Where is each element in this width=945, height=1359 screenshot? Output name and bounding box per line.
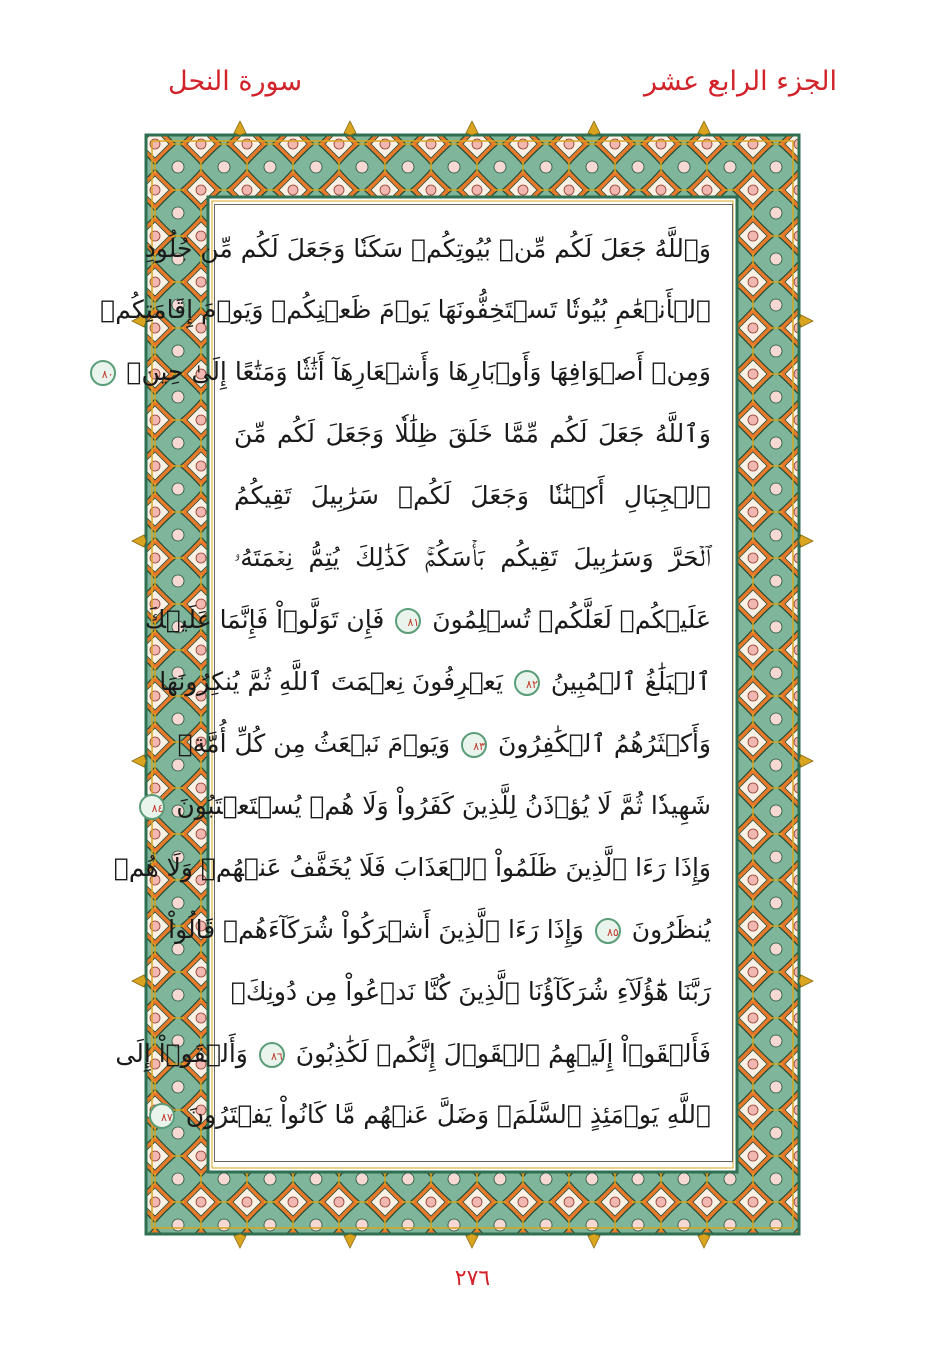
surah-header: سورة النحل — [168, 66, 303, 97]
text-line-8: ٱلۡبَلَٰغُ ٱلۡمُبِينُ ٨٢ يَعۡرِفُونَ نِعۡمَتَ ٱللَّهِ ثُمَّ يُنكِرُونَهَا — [159, 667, 711, 696]
text-line-10: شَهِيدٗا ثُمَّ لَا يُؤۡذَنُ لِلَّذِينَ كَفَرُواْ وَلَا هُمۡ يُسۡتَعۡتَبُونَ ٨٤ — [234, 779, 711, 833]
ayah-number-marker: ٨٦ — [259, 1042, 285, 1068]
text-line-15: ٱللَّهِ يَوۡمَئِذٍ ٱلسَّلَمَۖ وَضَلَّ عَنۡهُم مَّا كَانُواْ يَفۡتَرُونَ ٨٧ — [234, 1088, 711, 1142]
text-line-1: وَٱللَّهُ جَعَلَ لَكُم مِّنۢ بُيُوتِكُمۡ سَكَنٗا وَجَعَلَ لَكُم مِّن جُلُودِ — [144, 234, 711, 263]
text-line-7: عَلَيۡكُمۡ لَعَلَّكُمۡ تُسۡلِمُونَ ٨١ فَإِن تَوَلَّوۡاْ فَإِنَّمَا عَلَيۡكَ — [144, 605, 711, 634]
text-line-12: يُنظَرُونَ ٨٥ وَإِذَا رَءَا ٱلَّذِينَ أَشۡرَكُواْ شُرَكَآءَهُمۡ قَالُواْ — [168, 915, 711, 944]
text-line-14: فَأَلۡقَوۡاْ إِلَيۡهِمُ ٱلۡقَوۡلَ إِنَّكُمۡ لَكَٰذِبُونَ ٨٦ وَأَلۡقَوۡاْ إِلَى — [115, 1039, 711, 1068]
quran-text-lines — [100, 222, 711, 1142]
ayah-number-marker: ٨٢ — [514, 670, 540, 696]
text-line-9: وَأَكۡثَرُهُمُ ٱلۡكَٰفِرُونَ ٨٣ وَيَوۡمَ نَبۡعَثُ مِن كُلِّ أُمَّةٖ — [177, 729, 711, 758]
text-line-2: ٱلۡأَنۡعَٰمِ بُيُوتٗا تَسۡتَخِفُّونَهَا يَوۡمَ ظَعۡنِكُمۡ وَيَوۡمَ إِقَامَتِكُمۡ — [100, 295, 711, 324]
text-line-5: ٱلۡجِبَالِ أَكۡنَٰنٗا وَجَعَلَ لَكُمۡ سَرَٰبِيلَ تَقِيكُمُ — [234, 481, 711, 510]
juz-header: الجزء الرابع عشر — [643, 66, 837, 97]
ayah-number-marker: ٨٣ — [461, 732, 487, 758]
text-line-13: رَبَّنَا هَٰٓؤُلَآءِ شُرَكَآؤُنَا ٱلَّذِينَ كُنَّا نَدۡعُواْ مِن دُونِكَۖ — [230, 977, 711, 1006]
ayah-number-marker: ٨٥ — [595, 918, 621, 944]
text-line-3: وَمِنۡ أَصۡوَافِهَا وَأَوۡبَارِهَا وَأَشۡعَارِهَآ أَثَٰثٗا وَمَتَٰعًا إِلَىٰ حِينٖ ٨٠ — [234, 345, 711, 399]
text-line-11: وَإِذَا رَءَا ٱلَّذِينَ ظَلَمُواْ ٱلۡعَذَابَ فَلَا يُخَفَّفُ عَنۡهُمۡ وَلَا هُمۡ — [113, 853, 711, 882]
page-number: ٢٧٦ — [454, 1266, 491, 1291]
ayah-number-marker: ٨٤ — [139, 794, 165, 820]
ayah-number-marker: ٨٧ — [149, 1103, 175, 1129]
ayah-number-marker: ٨١ — [395, 608, 421, 634]
text-line-6: ٱلۡحَرَّ وَسَرَٰبِيلَ تَقِيكُم بَأۡسَكُمۡۚ كَذَٰلِكَ يُتِمُّ نِعۡمَتَهُۥ — [234, 543, 711, 572]
ayah-number-marker: ٨٠ — [90, 360, 116, 386]
text-line-4: وَٱللَّهُ جَعَلَ لَكُم مِّمَّا خَلَقَ ظِلَٰلٗا وَجَعَلَ لَكُم مِّنَ — [234, 419, 711, 448]
